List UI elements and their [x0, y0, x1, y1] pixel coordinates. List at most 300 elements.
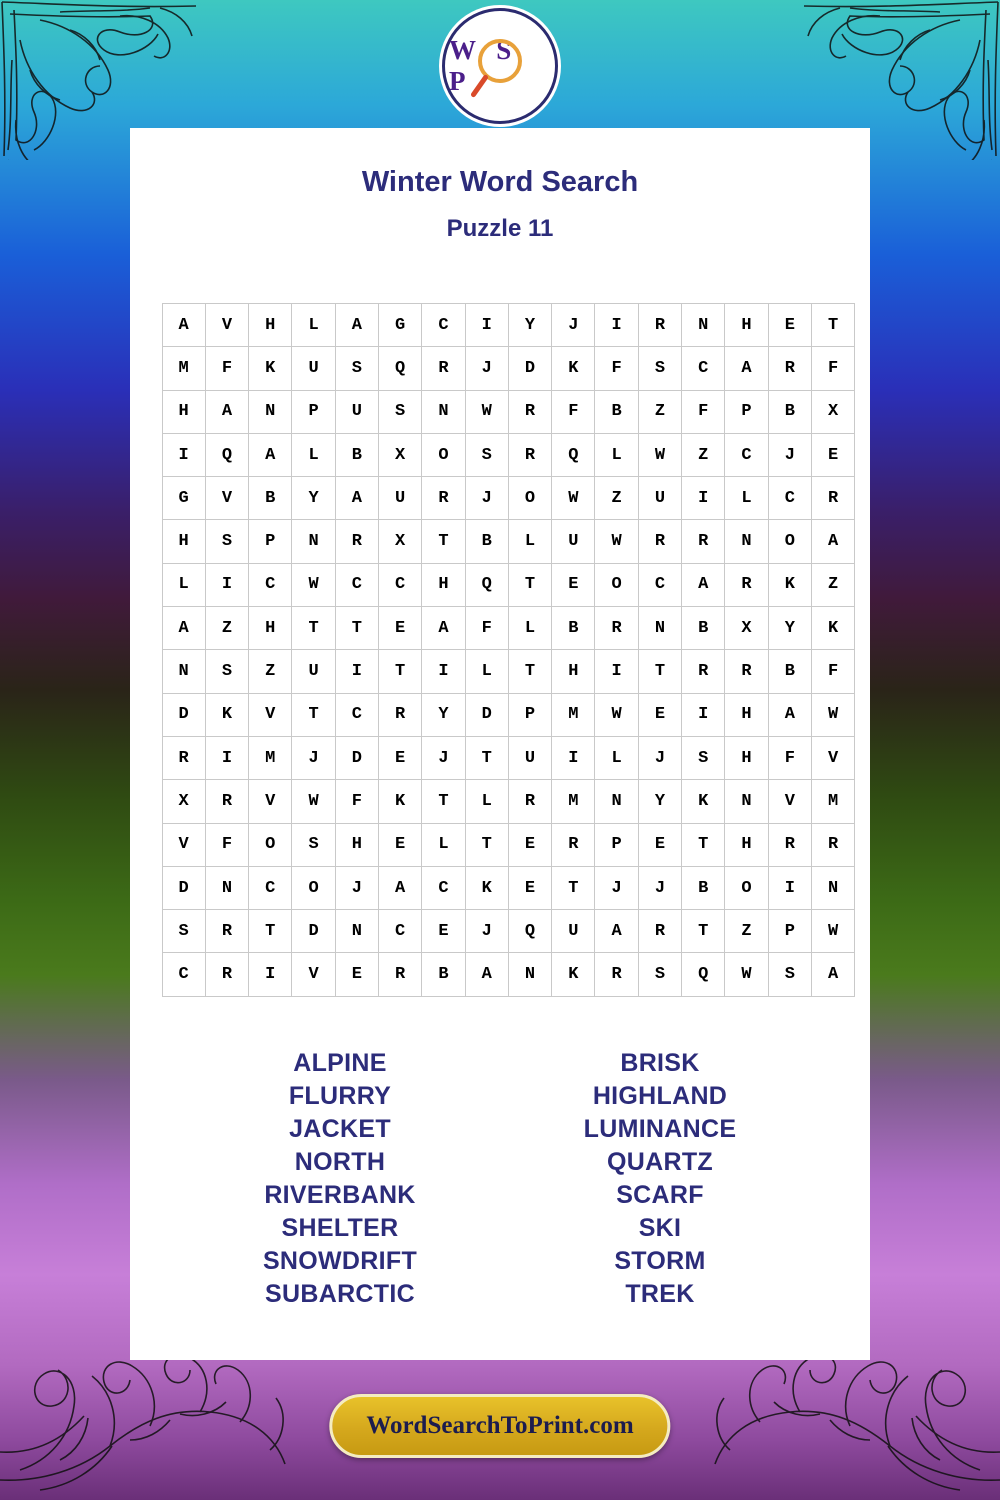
puzzle-cell[interactable]: I — [422, 650, 465, 693]
puzzle-cell[interactable]: J — [638, 866, 681, 909]
puzzle-cell[interactable]: R — [682, 520, 725, 563]
puzzle-cell[interactable]: B — [552, 607, 595, 650]
puzzle-cell[interactable]: O — [292, 866, 335, 909]
puzzle-cell[interactable]: S — [335, 347, 378, 390]
puzzle-cell[interactable]: Q — [508, 910, 551, 953]
puzzle-grid-row — [162, 736, 855, 779]
puzzle-cell[interactable]: Z — [811, 563, 854, 606]
puzzle-cell[interactable]: G — [378, 304, 421, 347]
puzzle-cell[interactable]: O — [422, 433, 465, 476]
puzzle-number: Puzzle 11 — [446, 215, 554, 242]
word-list-item: HIGHLAND — [592, 1081, 728, 1110]
word-list-item: RIVERBANK — [264, 1180, 416, 1209]
puzzle-cell[interactable]: H — [422, 563, 465, 606]
puzzle-cell[interactable]: A — [811, 953, 854, 996]
puzzle-cell[interactable]: F — [205, 347, 248, 390]
puzzle-cell[interactable]: K — [811, 607, 854, 650]
puzzle-cell[interactable]: P — [595, 823, 638, 866]
puzzle-cell[interactable]: R — [378, 693, 421, 736]
word-list-item: SCARF — [616, 1180, 704, 1209]
word-list-item: SNOWDRIFT — [262, 1246, 418, 1275]
puzzle-cell[interactable]: B — [595, 390, 638, 433]
puzzle-cell[interactable]: K — [249, 347, 292, 390]
puzzle-cell[interactable]: R — [205, 780, 248, 823]
word-list-item: SHELTER — [281, 1213, 399, 1242]
puzzle-cell[interactable]: O — [725, 866, 768, 909]
puzzle-cell[interactable]: I — [335, 650, 378, 693]
puzzle-cell[interactable]: T — [811, 304, 854, 347]
puzzle-cell[interactable]: T — [422, 780, 465, 823]
puzzle-cell[interactable]: W — [725, 953, 768, 996]
puzzle-cell[interactable]: W — [638, 433, 681, 476]
puzzle-cell[interactable]: R — [552, 823, 595, 866]
puzzle-grid-row — [162, 520, 855, 563]
puzzle-cell[interactable]: I — [595, 650, 638, 693]
puzzle-cell[interactable]: H — [725, 304, 768, 347]
puzzle-cell[interactable]: C — [378, 910, 421, 953]
puzzle-cell[interactable]: T — [292, 607, 335, 650]
puzzle-cell[interactable]: M — [249, 736, 292, 779]
puzzle-cell[interactable]: O — [508, 477, 551, 520]
puzzle-cell[interactable]: V — [249, 693, 292, 736]
puzzle-cell[interactable]: N — [508, 953, 551, 996]
puzzle-cell[interactable]: R — [811, 477, 854, 520]
puzzle-cell[interactable]: F — [465, 607, 508, 650]
puzzle-cell[interactable]: N — [682, 304, 725, 347]
puzzle-cell[interactable]: Q — [682, 953, 725, 996]
word-list-item: BRISK — [620, 1048, 700, 1077]
puzzle-cell[interactable]: H — [725, 693, 768, 736]
puzzle-cell[interactable]: A — [335, 304, 378, 347]
puzzle-grid-row — [162, 693, 855, 736]
puzzle-cell[interactable]: L — [465, 780, 508, 823]
puzzle-grid-row — [162, 650, 855, 693]
word-list — [130, 1047, 870, 1311]
puzzle-cell[interactable]: B — [682, 607, 725, 650]
puzzle-cell[interactable]: J — [465, 910, 508, 953]
puzzle-cell[interactable]: Q — [205, 433, 248, 476]
puzzle-cell[interactable]: T — [638, 650, 681, 693]
word-list-item: ALPINE — [293, 1048, 387, 1077]
puzzle-cell[interactable]: R — [595, 953, 638, 996]
puzzle-cell[interactable]: P — [508, 693, 551, 736]
puzzle-cell[interactable]: H — [249, 607, 292, 650]
puzzle-cell[interactable]: F — [811, 650, 854, 693]
puzzle-cell[interactable]: L — [465, 650, 508, 693]
puzzle-cell[interactable]: U — [552, 910, 595, 953]
puzzle-cell[interactable]: T — [335, 607, 378, 650]
puzzle-cell[interactable]: J — [465, 347, 508, 390]
puzzle-cell[interactable]: D — [162, 866, 205, 909]
puzzle-cell[interactable]: E — [378, 823, 421, 866]
puzzle-cell[interactable]: V — [205, 304, 248, 347]
puzzle-cell[interactable]: V — [249, 780, 292, 823]
puzzle-cell[interactable]: I — [465, 304, 508, 347]
puzzle-cell[interactable]: W — [595, 520, 638, 563]
word-list-item: NORTH — [294, 1147, 386, 1176]
puzzle-cell[interactable]: G — [162, 477, 205, 520]
puzzle-cell[interactable]: V — [768, 780, 811, 823]
puzzle-cell[interactable]: S — [768, 953, 811, 996]
puzzle-cell[interactable]: R — [725, 650, 768, 693]
puzzle-cell[interactable]: T — [378, 650, 421, 693]
puzzle-cell[interactable]: A — [595, 910, 638, 953]
word-list-item: JACKET — [289, 1114, 391, 1143]
puzzle-cell[interactable]: U — [638, 477, 681, 520]
puzzle-cell[interactable]: C — [249, 866, 292, 909]
puzzle-cell[interactable]: F — [205, 823, 248, 866]
puzzle-cell[interactable]: Z — [638, 390, 681, 433]
puzzle-cell[interactable]: C — [422, 304, 465, 347]
puzzle-cell[interactable]: P — [768, 910, 811, 953]
puzzle-cell[interactable]: T — [508, 563, 551, 606]
puzzle-cell[interactable]: H — [162, 520, 205, 563]
puzzle-cell[interactable]: Y — [422, 693, 465, 736]
puzzle-cell[interactable]: S — [162, 910, 205, 953]
puzzle-cell[interactable]: N — [162, 650, 205, 693]
word-list-item: SUBARCTIC — [265, 1279, 415, 1308]
puzzle-cell[interactable]: F — [811, 347, 854, 390]
puzzle-cell[interactable]: A — [811, 520, 854, 563]
puzzle-cell[interactable]: P — [292, 390, 335, 433]
puzzle-cell[interactable]: J — [552, 304, 595, 347]
puzzle-cell[interactable]: B — [768, 650, 811, 693]
puzzle-cell[interactable]: N — [292, 520, 335, 563]
puzzle-cell[interactable]: K — [552, 347, 595, 390]
puzzle-grid-row — [162, 866, 855, 909]
puzzle-cell[interactable]: C — [422, 866, 465, 909]
puzzle-cell[interactable]: H — [335, 823, 378, 866]
puzzle-cell[interactable]: A — [205, 390, 248, 433]
puzzle-cell[interactable]: C — [335, 693, 378, 736]
puzzle-cell[interactable]: C — [768, 477, 811, 520]
puzzle-cell[interactable]: A — [378, 866, 421, 909]
puzzle-cell[interactable]: C — [335, 563, 378, 606]
puzzle-cell[interactable]: I — [205, 736, 248, 779]
puzzle-cell[interactable]: Q — [552, 433, 595, 476]
puzzle-cell[interactable]: D — [292, 910, 335, 953]
puzzle-cell[interactable]: V — [292, 953, 335, 996]
puzzle-cell[interactable]: S — [292, 823, 335, 866]
puzzle-cell[interactable]: W — [595, 693, 638, 736]
puzzle-cell[interactable]: C — [162, 953, 205, 996]
puzzle-cell[interactable]: A — [725, 347, 768, 390]
puzzle-cell[interactable]: A — [768, 693, 811, 736]
puzzle-cell[interactable]: C — [638, 563, 681, 606]
puzzle-cell[interactable]: E — [638, 823, 681, 866]
puzzle-cell[interactable]: O — [768, 520, 811, 563]
puzzle-cell[interactable]: T — [682, 910, 725, 953]
puzzle-cell[interactable]: R — [638, 304, 681, 347]
puzzle-cell[interactable]: V — [162, 823, 205, 866]
puzzle-cell[interactable]: W — [465, 390, 508, 433]
puzzle-cell[interactable]: T — [465, 736, 508, 779]
puzzle-cell[interactable]: S — [205, 650, 248, 693]
puzzle-cell[interactable]: E — [811, 433, 854, 476]
puzzle-cell[interactable]: L — [595, 433, 638, 476]
puzzle-cell[interactable]: R — [768, 823, 811, 866]
puzzle-cell[interactable]: L — [422, 823, 465, 866]
puzzle-cell[interactable]: J — [422, 736, 465, 779]
puzzle-cell[interactable]: I — [595, 304, 638, 347]
puzzle-grid-row — [162, 390, 855, 433]
puzzle-cell[interactable]: Y — [292, 477, 335, 520]
puzzle-cell[interactable]: A — [162, 304, 205, 347]
puzzle-cell[interactable]: R — [205, 910, 248, 953]
puzzle-grid-body — [162, 304, 855, 997]
puzzle-cell[interactable]: Z — [725, 910, 768, 953]
word-list-right-column — [510, 1047, 810, 1311]
puzzle-grid-row — [162, 823, 855, 866]
puzzle-cell[interactable]: E — [768, 304, 811, 347]
puzzle-cell[interactable]: B — [249, 477, 292, 520]
puzzle-cell[interactable]: U — [292, 347, 335, 390]
puzzle-cell[interactable]: D — [335, 736, 378, 779]
puzzle-cell[interactable]: R — [682, 650, 725, 693]
puzzle-cell[interactable]: O — [595, 563, 638, 606]
puzzle-cell[interactable]: U — [335, 390, 378, 433]
puzzle-cell[interactable]: S — [682, 736, 725, 779]
puzzle-cell[interactable]: J — [335, 866, 378, 909]
puzzle-cell[interactable]: C — [682, 347, 725, 390]
puzzle-cell[interactable]: R — [811, 823, 854, 866]
puzzle-cell[interactable]: T — [682, 823, 725, 866]
puzzle-cell[interactable]: Q — [378, 347, 421, 390]
puzzle-cell[interactable]: W — [552, 477, 595, 520]
word-list-item: STORM — [614, 1246, 706, 1275]
puzzle-cell[interactable]: H — [249, 304, 292, 347]
puzzle-cell[interactable]: U — [552, 520, 595, 563]
puzzle-cell[interactable]: C — [378, 563, 421, 606]
logo-letters: W S P — [449, 35, 519, 96]
puzzle-cell[interactable]: I — [682, 693, 725, 736]
puzzle-cell[interactable]: Z — [595, 477, 638, 520]
puzzle-cell[interactable]: N — [811, 866, 854, 909]
puzzle-grid-container — [162, 303, 839, 997]
puzzle-cell[interactable]: K — [205, 693, 248, 736]
puzzle-cell[interactable]: N — [638, 607, 681, 650]
puzzle-cell[interactable]: T — [249, 910, 292, 953]
puzzle-cell[interactable]: B — [768, 390, 811, 433]
puzzle-cell[interactable]: A — [682, 563, 725, 606]
puzzle-grid-row — [162, 477, 855, 520]
puzzle-cell[interactable]: S — [638, 347, 681, 390]
puzzle-cell[interactable]: T — [422, 520, 465, 563]
puzzle-cell[interactable]: X — [725, 607, 768, 650]
puzzle-cell[interactable]: R — [422, 347, 465, 390]
puzzle-cell[interactable]: I — [205, 563, 248, 606]
puzzle-cell[interactable]: Y — [508, 304, 551, 347]
puzzle-cell[interactable]: A — [249, 433, 292, 476]
puzzle-cell[interactable]: N — [422, 390, 465, 433]
puzzle-cell[interactable]: K — [768, 563, 811, 606]
puzzle-grid-row — [162, 563, 855, 606]
puzzle-cell[interactable]: O — [249, 823, 292, 866]
puzzle-cell[interactable]: H — [725, 736, 768, 779]
puzzle-cell[interactable]: C — [249, 563, 292, 606]
puzzle-cell[interactable]: H — [725, 823, 768, 866]
puzzle-cell[interactable]: B — [465, 520, 508, 563]
puzzle-cell[interactable]: P — [725, 390, 768, 433]
puzzle-cell[interactable]: A — [422, 607, 465, 650]
puzzle-cell[interactable]: E — [638, 693, 681, 736]
puzzle-cell[interactable]: E — [508, 866, 551, 909]
puzzle-cell[interactable]: L — [292, 304, 335, 347]
word-list-item: SKI — [638, 1213, 682, 1242]
puzzle-cell[interactable]: R — [638, 520, 681, 563]
puzzle-cell[interactable]: V — [205, 477, 248, 520]
puzzle-cell[interactable]: E — [422, 910, 465, 953]
puzzle-cell[interactable]: N — [725, 780, 768, 823]
puzzle-cell[interactable]: I — [162, 433, 205, 476]
puzzle-cell[interactable]: J — [292, 736, 335, 779]
puzzle-cell[interactable]: M — [552, 693, 595, 736]
puzzle-cell[interactable]: E — [378, 736, 421, 779]
puzzle-cell[interactable]: W — [292, 780, 335, 823]
puzzle-cell[interactable]: R — [205, 953, 248, 996]
word-list-item: LUMINANCE — [583, 1114, 737, 1143]
puzzle-cell[interactable]: K — [378, 780, 421, 823]
puzzle-cell[interactable]: N — [335, 910, 378, 953]
puzzle-cell[interactable]: I — [682, 477, 725, 520]
puzzle-cell[interactable]: I — [768, 866, 811, 909]
puzzle-cell[interactable]: U — [378, 477, 421, 520]
puzzle-cell[interactable]: X — [162, 780, 205, 823]
word-list-left-column — [190, 1047, 490, 1311]
puzzle-cell[interactable]: J — [638, 736, 681, 779]
puzzle-cell[interactable]: R — [638, 910, 681, 953]
puzzle-cell[interactable]: Y — [638, 780, 681, 823]
puzzle-cell[interactable]: I — [249, 953, 292, 996]
puzzle-cell[interactable]: R — [162, 736, 205, 779]
puzzle-cell[interactable]: F — [552, 390, 595, 433]
puzzle-cell[interactable]: W — [811, 693, 854, 736]
puzzle-cell[interactable]: N — [725, 520, 768, 563]
puzzle-cell[interactable]: L — [162, 563, 205, 606]
website-button-label: WordSearchToPrint.com — [366, 1412, 634, 1439]
puzzle-cell[interactable]: F — [595, 347, 638, 390]
puzzle-cell[interactable]: L — [725, 477, 768, 520]
puzzle-cell[interactable]: N — [595, 780, 638, 823]
puzzle-cell[interactable]: B — [335, 433, 378, 476]
puzzle-cell[interactable]: R — [508, 780, 551, 823]
puzzle-grid-row — [162, 433, 855, 476]
puzzle-cell[interactable]: D — [162, 693, 205, 736]
puzzle-grid-row — [162, 607, 855, 650]
puzzle-cell[interactable]: N — [249, 390, 292, 433]
word-list-item: FLURRY — [288, 1081, 392, 1110]
puzzle-cell[interactable]: R — [378, 953, 421, 996]
puzzle-cell[interactable]: F — [682, 390, 725, 433]
puzzle-cell[interactable]: R — [508, 390, 551, 433]
puzzle-cell[interactable]: P — [249, 520, 292, 563]
puzzle-cell[interactable]: Y — [768, 607, 811, 650]
puzzle-cell[interactable]: E — [335, 953, 378, 996]
puzzle-cell[interactable]: B — [682, 866, 725, 909]
puzzle-cell[interactable]: F — [335, 780, 378, 823]
puzzle-cell[interactable]: H — [552, 650, 595, 693]
puzzle-cell[interactable]: R — [508, 433, 551, 476]
puzzle-cell[interactable]: N — [205, 866, 248, 909]
puzzle-cell[interactable]: T — [508, 650, 551, 693]
puzzle-cell[interactable]: S — [465, 433, 508, 476]
puzzle-cell[interactable]: S — [638, 953, 681, 996]
puzzle-cell[interactable]: Z — [205, 607, 248, 650]
puzzle-cell[interactable]: W — [292, 563, 335, 606]
puzzle-grid — [162, 303, 856, 997]
puzzle-cell[interactable]: S — [378, 390, 421, 433]
puzzle-cell[interactable]: H — [162, 390, 205, 433]
puzzle-cell[interactable]: W — [811, 910, 854, 953]
puzzle-cell[interactable]: J — [595, 866, 638, 909]
word-list-item: QUARTZ — [607, 1147, 713, 1176]
puzzle-cell[interactable]: X — [811, 390, 854, 433]
puzzle-cell[interactable]: R — [725, 563, 768, 606]
puzzle-cell[interactable]: T — [552, 866, 595, 909]
puzzle-cell[interactable]: D — [508, 347, 551, 390]
puzzle-cell[interactable]: T — [292, 693, 335, 736]
puzzle-grid-row — [162, 953, 855, 996]
puzzle-cell[interactable]: U — [292, 650, 335, 693]
puzzle-cell[interactable]: K — [552, 953, 595, 996]
puzzle-cell[interactable]: K — [682, 780, 725, 823]
puzzle-cell[interactable]: Z — [249, 650, 292, 693]
puzzle-cell[interactable]: J — [768, 433, 811, 476]
puzzle-cell[interactable]: R — [595, 607, 638, 650]
puzzle-cell[interactable]: R — [768, 347, 811, 390]
puzzle-cell[interactable]: T — [465, 823, 508, 866]
puzzle-cell[interactable]: J — [465, 477, 508, 520]
puzzle-cell[interactable]: F — [768, 736, 811, 779]
puzzle-cell[interactable]: A — [162, 607, 205, 650]
puzzle-cell[interactable]: Q — [465, 563, 508, 606]
puzzle-cell[interactable]: D — [465, 693, 508, 736]
site-logo — [442, 8, 558, 124]
puzzle-cell[interactable]: L — [595, 736, 638, 779]
puzzle-cell[interactable]: B — [422, 953, 465, 996]
puzzle-cell[interactable]: E — [508, 823, 551, 866]
puzzle-cell[interactable]: L — [508, 520, 551, 563]
puzzle-cell[interactable]: M — [811, 780, 854, 823]
puzzle-cell[interactable]: K — [465, 866, 508, 909]
page-title: Winter Word Search — [361, 166, 639, 198]
puzzle-cell[interactable]: A — [335, 477, 378, 520]
puzzle-cell[interactable]: E — [552, 563, 595, 606]
puzzle-cell[interactable]: L — [292, 433, 335, 476]
puzzle-cell[interactable]: S — [205, 520, 248, 563]
puzzle-cell[interactable]: A — [465, 953, 508, 996]
puzzle-sheet — [130, 128, 870, 1360]
puzzle-grid-row — [162, 780, 855, 823]
puzzle-grid-row — [162, 304, 855, 347]
word-list-item: TREK — [625, 1279, 695, 1308]
website-button[interactable] — [329, 1394, 670, 1458]
puzzle-cell[interactable]: E — [378, 607, 421, 650]
puzzle-cell[interactable]: M — [552, 780, 595, 823]
puzzle-cell[interactable]: X — [378, 433, 421, 476]
puzzle-cell[interactable]: L — [508, 607, 551, 650]
puzzle-cell[interactable]: I — [552, 736, 595, 779]
puzzle-cell[interactable]: X — [378, 520, 421, 563]
puzzle-cell[interactable]: C — [725, 433, 768, 476]
puzzle-cell[interactable]: V — [811, 736, 854, 779]
puzzle-cell[interactable]: U — [508, 736, 551, 779]
puzzle-cell[interactable]: M — [162, 347, 205, 390]
puzzle-grid-row — [162, 910, 855, 953]
puzzle-cell[interactable]: R — [422, 477, 465, 520]
puzzle-cell[interactable]: R — [335, 520, 378, 563]
puzzle-cell[interactable]: Z — [682, 433, 725, 476]
